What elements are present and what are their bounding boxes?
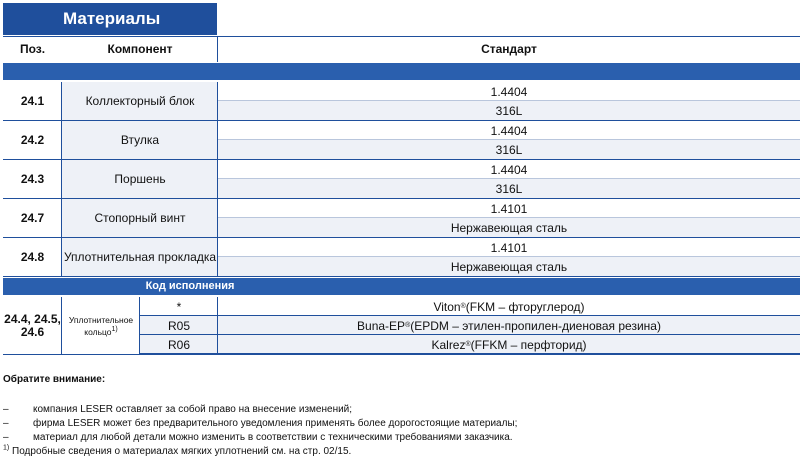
row-divider-right — [217, 160, 218, 198]
row-divider-left — [61, 238, 62, 276]
option-component — [62, 297, 140, 354]
row-inner-rule — [218, 100, 800, 101]
row-standard-secondary: Нержавеющая сталь — [218, 257, 800, 276]
row-inner-rule — [218, 178, 800, 179]
table-title: Материалы — [3, 3, 217, 35]
option-divider — [61, 297, 62, 354]
row-standard-secondary: Нержавеющая сталь — [218, 218, 800, 237]
option-material-desc: (FFKM – перфторид) — [470, 337, 587, 352]
column-header-pos: Поз. — [19, 42, 46, 56]
row-divider-right — [217, 199, 218, 237]
note-text: фирма LESER может без предварительного уведомления применять более дорогостоящие материалы; — [33, 418, 518, 429]
row-component: Поршень — [62, 160, 218, 198]
table-bottom-rule — [3, 354, 800, 355]
note-text: материал для любой детали можно изменить в соответствии с техническими требованиями заказчика. — [33, 432, 513, 443]
row-standard-primary: 1.4404 — [218, 82, 800, 101]
row-divider-right — [217, 82, 218, 120]
footnote-mark: 1) — [3, 444, 10, 452]
option-code: R06 — [140, 335, 218, 354]
option-code: R05 — [140, 316, 218, 335]
row-standard-primary: 1.4101 — [218, 199, 800, 218]
option-material-name: Buna-EP — [357, 318, 406, 333]
row-rule — [3, 276, 800, 277]
option-divider — [217, 297, 218, 354]
row-standard-primary: 1.4404 — [218, 160, 800, 179]
row-divider-left — [61, 199, 62, 237]
footnote — [3, 446, 351, 457]
row-divider-left — [61, 82, 62, 120]
footnote-text: Подробные сведения о материалах мягких уплотнений см. на стр. 02/15. — [9, 446, 352, 457]
column-header-component: Компонент — [107, 42, 173, 56]
note-item — [3, 418, 517, 429]
option-divider — [139, 297, 140, 354]
row-divider-right — [217, 121, 218, 159]
note-dash: – — [3, 418, 9, 429]
row-divider-right — [217, 238, 218, 276]
row-component: Коллекторный блок — [62, 82, 218, 120]
option-material: Kalrez ® (FFKM – перфторид) — [218, 335, 800, 354]
row-pos: 24.7 — [3, 199, 62, 237]
note-item — [3, 432, 513, 443]
option-header-label: Код исполнения — [145, 280, 235, 292]
row-pos: 24.1 — [3, 82, 62, 120]
option-material: Viton ® (FKM – фторуглерод) — [218, 297, 800, 316]
option-material-desc: (EPDM – этилен-пропилен-диеновая резина) — [410, 318, 661, 333]
row-inner-rule — [218, 139, 800, 140]
row-inner-rule — [218, 256, 800, 257]
option-material: Buna-EP ® (EPDM – этилен-пропилен-диеновая резина) — [218, 316, 800, 335]
row-standard-secondary: 316L — [218, 179, 800, 198]
row-pos: 24.2 — [3, 121, 62, 159]
note-item — [3, 404, 352, 415]
option-header-band — [3, 278, 800, 295]
header-divider — [217, 36, 218, 62]
row-standard-primary: 1.4101 — [218, 238, 800, 257]
notes-title: Обратите внимание: — [3, 374, 106, 385]
option-code: * — [140, 297, 218, 316]
row-inner-rule — [218, 217, 800, 218]
row-component: Стопорный винт — [62, 199, 218, 237]
option-material-desc: (FKM – фторуглерод) — [465, 299, 585, 314]
row-pos: 24.3 — [3, 160, 62, 198]
row-standard-primary: 1.4404 — [218, 121, 800, 140]
option-material-name: Viton — [433, 299, 461, 314]
option-component-footnote-ref: 1) — [111, 325, 118, 333]
row-standard-secondary: 316L — [218, 101, 800, 120]
row-divider-left — [61, 160, 62, 198]
option-material-name: Kalrez — [431, 337, 466, 352]
row-component: Уплотнительная прокладка — [62, 238, 218, 276]
column-header-standard: Стандарт — [481, 42, 537, 56]
note-dash: – — [3, 404, 9, 415]
option-component-label: Уплотнительное кольцо — [68, 314, 134, 337]
note-text: компания LESER оставляет за собой право на внесение изменений; — [33, 404, 353, 415]
row-standard-secondary: 316L — [218, 140, 800, 159]
option-pos: 24.4, 24.5, 24.6 — [4, 311, 61, 339]
row-divider-left — [61, 121, 62, 159]
section-band — [3, 63, 800, 80]
note-dash: – — [3, 432, 9, 443]
row-pos: 24.8 — [3, 238, 62, 276]
row-component: Втулка — [62, 121, 218, 159]
